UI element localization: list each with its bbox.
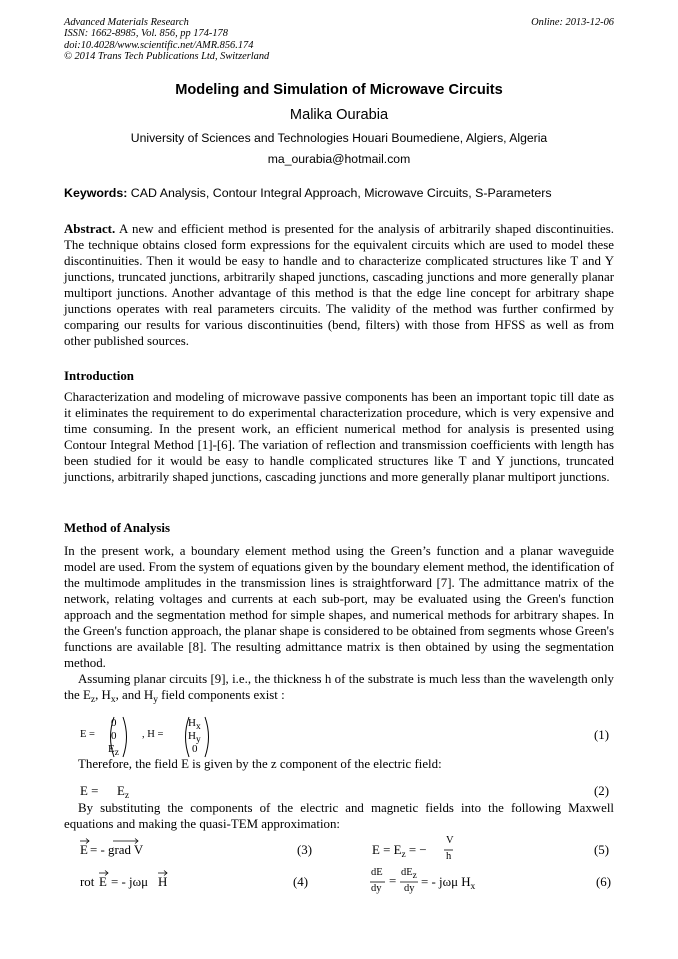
keywords-text: CAD Analysis, Contour Integral Approach, Microwave Circuits, S-Parameters — [127, 186, 552, 200]
method-paragraph-4: By substituting the components of the electric and magnetic fields into the following Maxwell equations and making the quasi-TEM approximation: — [64, 801, 614, 831]
journal-name: Advanced Materials Research — [64, 17, 189, 28]
equation-4-number: (4) — [293, 875, 309, 889]
abstract-paragraph — [64, 222, 614, 350]
keywords-line — [64, 186, 624, 200]
introduction-paragraph: Characterization and modeling of microwave passive components has been an important topic till date as it eliminates the requirement to do experimental characterization procedure, which is very expensive and time consuming. In the present work, an efficient numerical method for analysis is presented using Contour Integral Method [1]-[6]. The variation of reflection and transmission coefficients with length has been studied for it would be easy to handle complicated structures like T and Y junctions, truncated junctions, arbitrarily shaped junctions, cascading junctions and more generally planar multiport junctions. — [64, 390, 614, 484]
issn-line: ISSN: 1662-8985, Vol. 856, pp 174-178 — [64, 28, 228, 40]
paper-page: Advanced Materials Research ISSN: 1662-8985, Vol. 856, pp 174-178 doi:10.4028/www.scientific.net/AMR.856.174 © 2014 Trans Tech Publications Ltd, Switzerland Online: 2013-12-06 Modeling and Simulation of Microwave Circuits Malika Ourabia University of Sciences and Technologies Houari Boumediene, Algiers, Algeria ma_ourabia@hotmail.com Keywords: CAD Analysis, Contour Integral Approach, Microwave Circuits, S-Parameters Abstract. A new and efficient method is presented for the analysis of arbitrarily shaped discontinuities. The technique obtains closed form expressions for the equivalent circuits which are used to model these discontinuities. Then it would be easy to handle and to characterize complicated structures like T and Y junctions, truncated junctions, arbitrarily shaped junctions, cascading junctions and more generally planar multiport junctions. Another advantage of this method is that the edge line concept for arbitrary shape junctions operates with real parameters circuits. The validity of the method was further confirmed by comparing our results for various discontinuities (bend, filters) with those from HFSS as well as from other published sources. Introduction Characterization and modeling of microwave passive components has been an important topic till date as it eliminates the requirement to do experimental characterization procedure, which is very expensive and time consuming. In the present work, an efficient numerical method for analysis is presented using Contour Integral Method [1]-[6]. The variation of reflection and transmission coefficients with length has been studied for it would be easy to handle complicated structures like T and Y junctions, truncated junctions, arbitrarily shaped junctions, cascading junctions and more generally planar multiport junctions. Method of Analysis In the present work, a boundary element method using the Green’s function and a planar waveguide model are used. From the system of equations given by the boundary element method, the identification of the multimode amplitudes in the transmission lines is straightforward [7]. The admittance matrix of the network, relating voltages and currents at each sub-port, may be evaluated using the Green's function approach and the segmentation method for simple shapes, and numerical methods for arbitrary shapes. In the Green's function approach, the planar shape is considered to be obtained from segments whose Green's functions are available [8]. The resulting admittance matrix is then obtained by using the segmentation method. Assuming planar circuits [9], i.e., the thickness h of the substrate is much less than the wavelength only the $E_z$, $H_x$, and $H_y$ field components exist : E = 0 0 $E_z$ , H = $H_x$ $H_y$ 0 (1) Therefore, the field E is given by the z component of the electric field: E = $E_z$ (2) By substituting the components of the electric and magnetic fields into the following Maxwell equations and making the quasi-TEM approximation: E = - grad V (3) $E = E_z$ = − V h (5) rot E = - jωμ H (4) dE dy = $dE_z$ dy = - jωμ $H_x$ (6) — [0, 0, 678, 959]
equation-5-number: (5) — [594, 843, 610, 857]
author-name: Malika Ourabia — [289, 107, 389, 123]
equation-3-number: (3) — [297, 843, 313, 857]
right-paren-E — [122, 716, 130, 758]
method-paragraph-1: In the present work, a boundary element method using the Green’s function and a planar waveguide model are used. From the system of equations given by the boundary element method, the identification of the multimode amplitudes in the transmission lines is straightforward [7]. The admittance matrix of the network, relating voltages and currents at each sub-port, may be evaluated using the Green's function approach and the segmentation method for simple shapes, and numerical methods for arbitrary shapes. In the Green's function approach, the planar shape is considered to be obtained from segments whose Green's functions are available [8]. The resulting admittance matrix is then obtained by using the segmentation method. — [64, 544, 614, 670]
journal-header — [64, 17, 269, 62]
method-paragraph-2: Assuming planar circuits [9], i.e., the thickness h of the substrate is much less than the wavelength only the $E_z$, $H_x$, and $H_y$ field components exist : — [64, 672, 614, 705]
equation-2-number: (2) — [594, 784, 610, 798]
abstract-text: A new and efficient method is presented for the analysis of arbitrarily shaped discontinuities. The technique obtains closed form expressions for the equivalent circuits which are used to model these discontinuities. Then it would be easy to handle and to characterize complicated structures like T and Y junctions, truncated junctions, arbitrarily shaped junctions, cascading junctions and more generally planar multiport junctions. Another advantage of this method is that the edge line concept for arbitrary shape junctions operates with real parameters circuits. The validity of the method was further confirmed by comparing our results for various discontinuities (bend, filters) with those from HFSS as well as from other published sources. — [64, 222, 614, 348]
author-affiliation: University of Sciences and Technologies Houari Boumediene, Algiers, Algeria — [130, 131, 548, 145]
equation-1-number: (1) — [594, 728, 610, 742]
equation-6-number: (6) — [596, 875, 612, 889]
abstract-label: Abstract. — [64, 222, 116, 236]
author-email: ma_ourabia@hotmail.com — [267, 152, 411, 166]
paper-title: Modeling and Simulation of Microwave Circuits — [175, 82, 503, 98]
copyright-line: © 2014 Trans Tech Publications Ltd, Switzerland — [64, 50, 270, 62]
introduction-heading: Introduction — [64, 369, 134, 383]
method-heading: Method of Analysis — [64, 521, 171, 535]
method-paragraph-3: Therefore, the field E is given by the z component of the electric field: — [78, 757, 442, 771]
doi-line: doi:10.4028/www.scientific.net/AMR.856.174 — [64, 39, 254, 51]
online-date: Online: 2013-12-06 — [531, 17, 614, 28]
right-paren-H — [204, 716, 212, 758]
keywords-label: Keywords: — [64, 186, 128, 200]
